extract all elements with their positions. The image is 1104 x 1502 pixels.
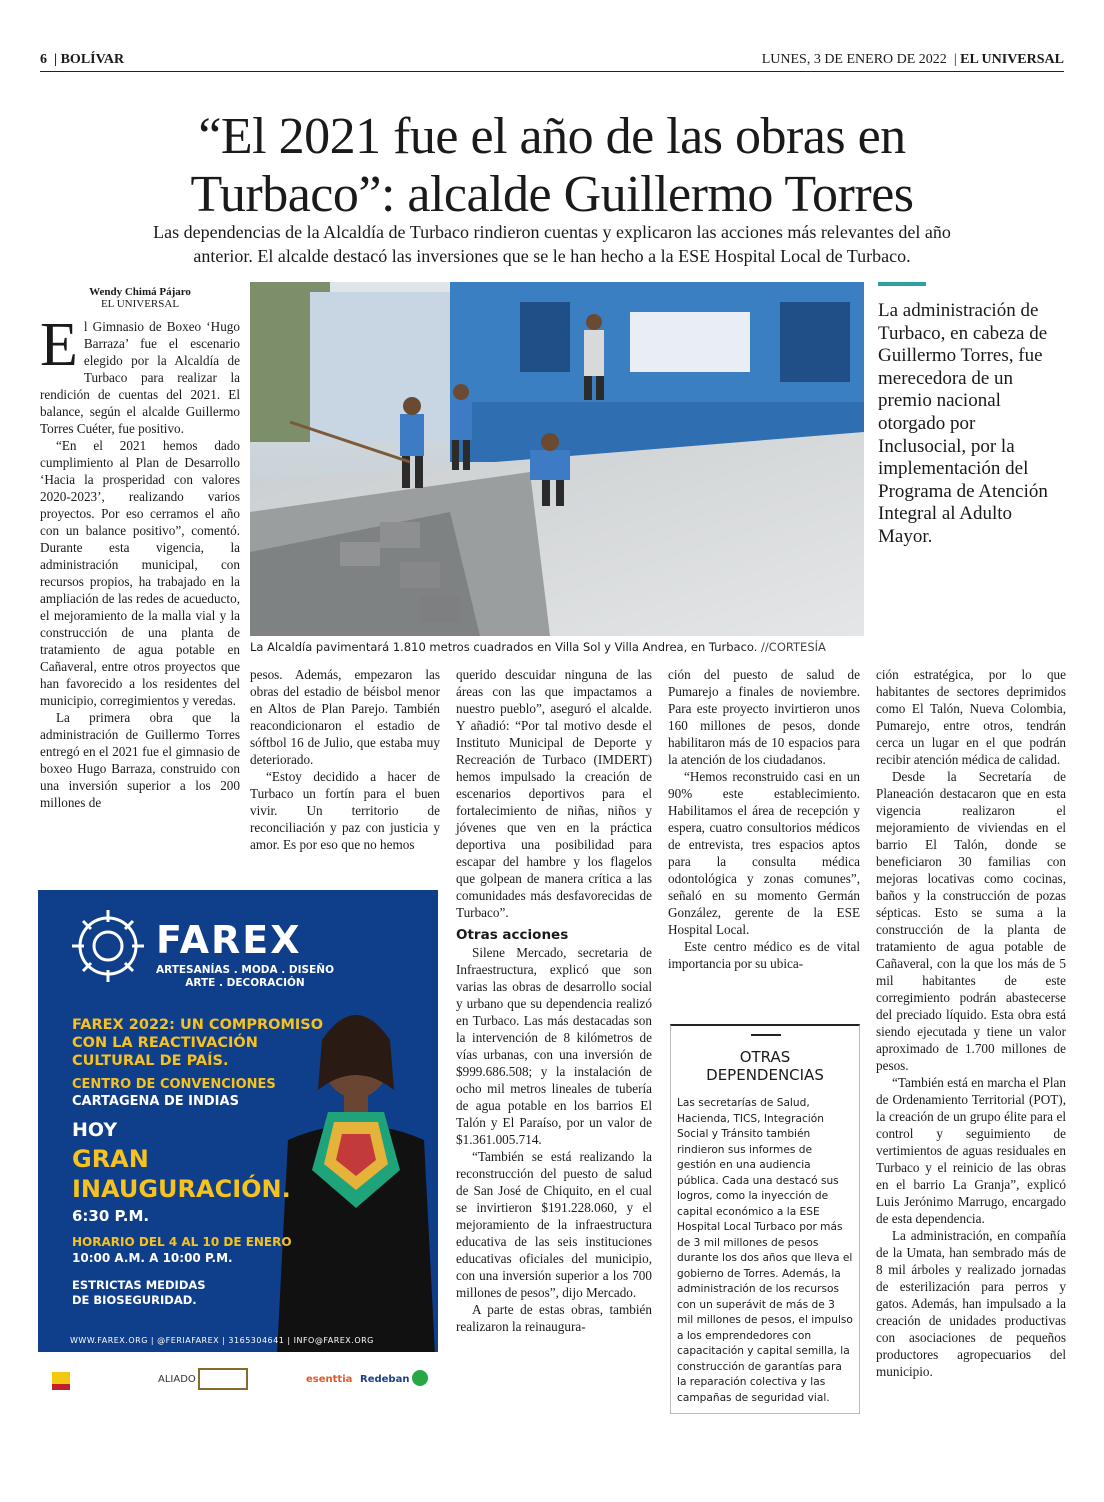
construction-photo-illustration — [250, 282, 864, 636]
logo-redeban: Redeban — [360, 1374, 410, 1385]
paragraph: “Estoy decidido a hacer de Turbaco un fortín para el buen vivir. Un territorio de reconciliación y paz con justicia y amor. Es por eso que no hemos — [250, 769, 440, 852]
paragraph: La primera obra que la administración de Guillermo Torres entregó en el 2021 fue el gimnasio de boxeo Hugo Barraza, construido con una inversión superior a los 200 millones de — [40, 710, 240, 810]
page-section: 6 | BOLÍVAR — [40, 52, 125, 67]
paragraph — [40, 311, 240, 437]
issue-date: LUNES, 3 DE ENERO DE 2022 — [761, 52, 947, 67]
ad-line: HORARIO DEL 4 AL 10 DE ENERO — [72, 1235, 292, 1249]
page-header — [40, 50, 1064, 72]
colombia-flag-icon — [52, 1372, 70, 1390]
page-dateline: LUNES, 3 DE ENERO DE 2022 | EL UNIVERSAL — [761, 52, 1064, 67]
subheading: Otras acciones — [456, 927, 569, 943]
sponsor-circle-icon — [412, 1370, 428, 1386]
paragraph: A parte de estas obras, también realizaron la reinaugura- — [456, 1302, 652, 1334]
ad-line: DE BIOSEGURIDAD. — [72, 1293, 197, 1307]
logo-aliado: ALIADO — [158, 1374, 196, 1385]
accent-bar — [878, 282, 926, 286]
paragraph: Desde la Secretaría de Planeación destacaron que en esta vigencia realizaron el mejoramiento de viviendas en el barrio El Talón, donde se beneficiaron 30 familias con mejoras locativas como cocinas, baños y la construcción de pozas sépticas. Esto se suma a la construcción de la planta de tratamiento de agua potable de Cañaveral, con la que los más de 5 mil habitantes de este corregimiento podrán abastecerse del preciado líquido. Esta obra está siendo ejecutada y tiene un valor aproximado de 1.700 millones de pesos. — [876, 769, 1066, 1073]
ad-line: ESTRICTAS MEDIDAS — [72, 1278, 206, 1292]
paragraph: “En el 2021 hemos dado cumplimiento al Plan de Desarrollo ‘Hacia la prosperidad con valores 2020-2023’, realizando varios proyectos. Por eso cerramos el año con un balance positivo”, comentó. Durante esta vigencia, la administración municipal, con recursos propios, ha trabajado en la ampliación de las redes de acueducto, el mejoramiento de la malla vial y la construcción de una planta de tratamiento de agua potable en Cañaveral, entre otros proyectos que han favorecido a los residentes del municipio, corregimientos y veredas. — [40, 438, 240, 708]
ad-tagline-line-2: ARTE . DECORACIÓN — [185, 977, 305, 989]
farex-logo-icon — [72, 910, 144, 982]
ad-inauguracion: INAUGURACIÓN. — [72, 1175, 291, 1203]
ad-sponsor-logos — [38, 1352, 438, 1412]
article-column-1 — [40, 311, 240, 811]
ad-today: HOY — [72, 1119, 118, 1141]
ad-line: CULTURAL DE PAÍS. — [72, 1053, 229, 1069]
sidebar-tick — [751, 1034, 781, 1036]
ad-tagline — [150, 964, 340, 990]
article-deck — [110, 220, 994, 268]
deck-line-1: Las dependencias de la Alcaldía de Turbaco rindieron cuentas y explicaron las acciones más relevantes del año — [153, 222, 951, 242]
paragraph: “También se está realizando la reconstrucción del puesto de salud de San José de Chiquito, en el cual se invirtieron $191.228.060, y el mejoramiento de la infraestructura educativa de las seis instituciones educativas oficiales del municipio, con una inversión superior a los 700 millones de pesos”, dijo Mercado. — [456, 1149, 652, 1300]
convention-center-logo-icon — [198, 1368, 248, 1390]
ad-time: 6:30 P.M. — [72, 1207, 150, 1225]
ad-line: CON LA REACTIVACIÓN — [72, 1035, 258, 1051]
pull-quote-text: La administración de Turbaco, en cabeza de Guillermo Torres, fue merecedora de un premio nacional otorgado por Inclusocial, por la implementación del Programa de Atención Integral al Adulto Mayor. — [878, 300, 1048, 547]
paragraph: pesos. Además, empezaron las obras del estadio de béisbol menor en Altos de Plan Parejo. También reacondicionaron el estadio de sóftbol 16 de Julio, que estaba muy deteriorado. — [250, 667, 440, 767]
ad-contact-line[interactable]: WWW.FAREX.ORG | @FERIAFAREX | 3165304641 | INFO@FAREX.ORG — [70, 1336, 374, 1345]
paragraph: querido descuidar ninguna de las áreas con las que impactamos a nuestro pueblo”, aseguró el alcalde. Y añadió: “Por tal motivo desde el Instituto Municipal de Deporte y Recreación de Turbaco (IMDERT) hemos impulsado la creación de escenarios deportivos para el fortalecimiento de niñas, niños y jóvenes que ven en la práctica deportiva una posibilidad para escapar del hambre y los flagelos que golpean de manera crítica a las comunidades más desfavorecidas de Turbaco”. — [456, 667, 652, 920]
ad-line: CENTRO DE CONVENCIONES — [72, 1077, 276, 1092]
ad-venue — [72, 1076, 276, 1110]
paragraph: “Hemos reconstruido casi en un 90% este establecimiento. Habilitamos el área de recepción y espera, cuatro consultorios médicos de entrevista, tres espacios aptos para la consulta médica odontológica y zonas comunes”, señaló en su momento Germán González, gerente de la ESE Hospital Local. — [668, 769, 860, 937]
paragraph: Silene Mercado, secretaria de Infraestructura, explicó que son varias las obras de desarrollo social y urbano que su dependencia realizó en Turbaco. Las más destacadas son la intervención de 8 kilómetros de vías urbanas, con una inversión de $999.686.508; y la instalación de ocho mil metros lineales de tubería de agua potable en los barrios El Talón y El Paraíso, por un valor de $1.361.005.714. — [456, 945, 652, 1147]
paragraph: “También está en marcha el Plan de Ordenamiento Territorial (POT), la creación de un grupo élite para el control y seguimiento de vertimientos de aguas residuales en Turbaco y el reinicio de las obras en el barrio La Granja”, explicó Luis Jerónimo Marrugo, encargado de esta dependencia. — [876, 1075, 1066, 1226]
sidebar-box — [670, 1024, 860, 1414]
paragraph-text: l Gimnasio de Boxeo ‘Hugo Barraza’ fue el escenario elegido por la Alcaldía de Turbaco para realizar la rendición de cuentas del 2021. El balance, según el alcalde Guillermo Torres Cuéter, fue positivo. — [40, 319, 240, 436]
paragraph: Este centro médico es de vital importancia por su ubica- — [668, 939, 860, 971]
sidebar-title-line-2: DEPENDENCIAS — [706, 1066, 824, 1084]
page-number: 6 — [40, 52, 47, 67]
deck-line-2: anterior. El alcalde destacó las inversiones que se le han hecho a la ESE Hospital Local de Turbaco. — [193, 246, 911, 266]
article-column-4 — [668, 666, 860, 972]
section-name: BOLÍVAR — [60, 52, 125, 67]
drop-cap: E — [40, 311, 78, 379]
sidebar-title-line-1: OTRAS — [739, 1048, 791, 1066]
article-photo — [250, 282, 864, 636]
caption-text: La Alcaldía pavimentará 1.810 metros cuadrados en Villa Sol y Villa Andrea, en Turbaco. — [250, 640, 758, 654]
ad-gran: GRAN — [72, 1145, 149, 1173]
pull-quote — [878, 282, 1068, 549]
logo-esenttia: esenttia — [306, 1374, 353, 1385]
ad-schedule — [72, 1234, 292, 1266]
ad-line: CARTAGENA DE INDIAS — [72, 1094, 239, 1109]
author-outlet: EL UNIVERSAL — [100, 298, 180, 310]
article-column-5 — [876, 666, 1066, 1380]
paragraph: ción del puesto de salud de Pumarejo a finales de noviembre. Para este proyecto invirtieron unos 160 millones de pesos, donde habilitaron más de 10 espacios para la atención de los ciudadanos. — [668, 667, 860, 767]
headline-line-1: “El 2021 fue el año de las obras en — [198, 108, 906, 165]
ad-headline — [72, 1016, 323, 1070]
ad-tagline-line-1: ARTESANÍAS . MODA . DISEÑO — [155, 964, 335, 976]
ad-brand: FAREX — [156, 918, 302, 962]
article-column-3 — [456, 666, 652, 1335]
paragraph: La administración, en compañía de la Umata, han sembrado más de 8 mil árboles y realizado jornadas de esterilización para perros y gatos. Además, han impulsado a la creación de unidades productivas con asociaciones de pequeños productores agropecuarios del municipio. — [876, 1228, 1066, 1379]
photo-caption — [250, 640, 864, 654]
ad-line: FAREX 2022: UN COMPROMISO — [72, 1017, 324, 1033]
farex-advertisement[interactable] — [38, 890, 438, 1412]
sidebar-title — [671, 1048, 859, 1084]
paragraph: ción estratégica, por lo que habitantes de sectores deprimidos como El Talón, Nueva Colombia, Pumarejo, entre otros, tendrán cerca un lugar en el que podrán recibir atención médica de calidad. — [876, 667, 1066, 767]
ad-biosecurity — [72, 1278, 206, 1308]
ad-line: 10:00 A.M. A 10:00 P.M. — [72, 1251, 233, 1265]
sidebar-body: Las secretarías de Salud, Hacienda, TICS, Integración Social y Tránsito también rindieron sus informes de gestión en una audiencia pública. Cada una destacó sus logros, como la inyección de capital económico a la ESE Hospital Local Turbaco por más de 3 mil millones de pesos durante los dos años que lleva el gobierno de Torres. Además, la administración de los recursos con un superávit de más de 3 mil millones de pesos, el impulso a los emprendedores con capacitación y capital semilla, la construcción de garantías para la reparación colectiva y las campañas de seguridad vial. — [677, 1097, 853, 1404]
article-column-2 — [250, 666, 440, 853]
byline — [40, 286, 240, 310]
headline-line-2: Turbaco”: alcalde Guillermo Torres — [190, 166, 914, 223]
headline — [60, 108, 1044, 224]
newspaper-name: EL UNIVERSAL — [960, 52, 1064, 67]
photo-credit: //CORTESÍA — [761, 640, 826, 654]
author-name: Wendy Chimá Pájaro — [89, 286, 191, 298]
